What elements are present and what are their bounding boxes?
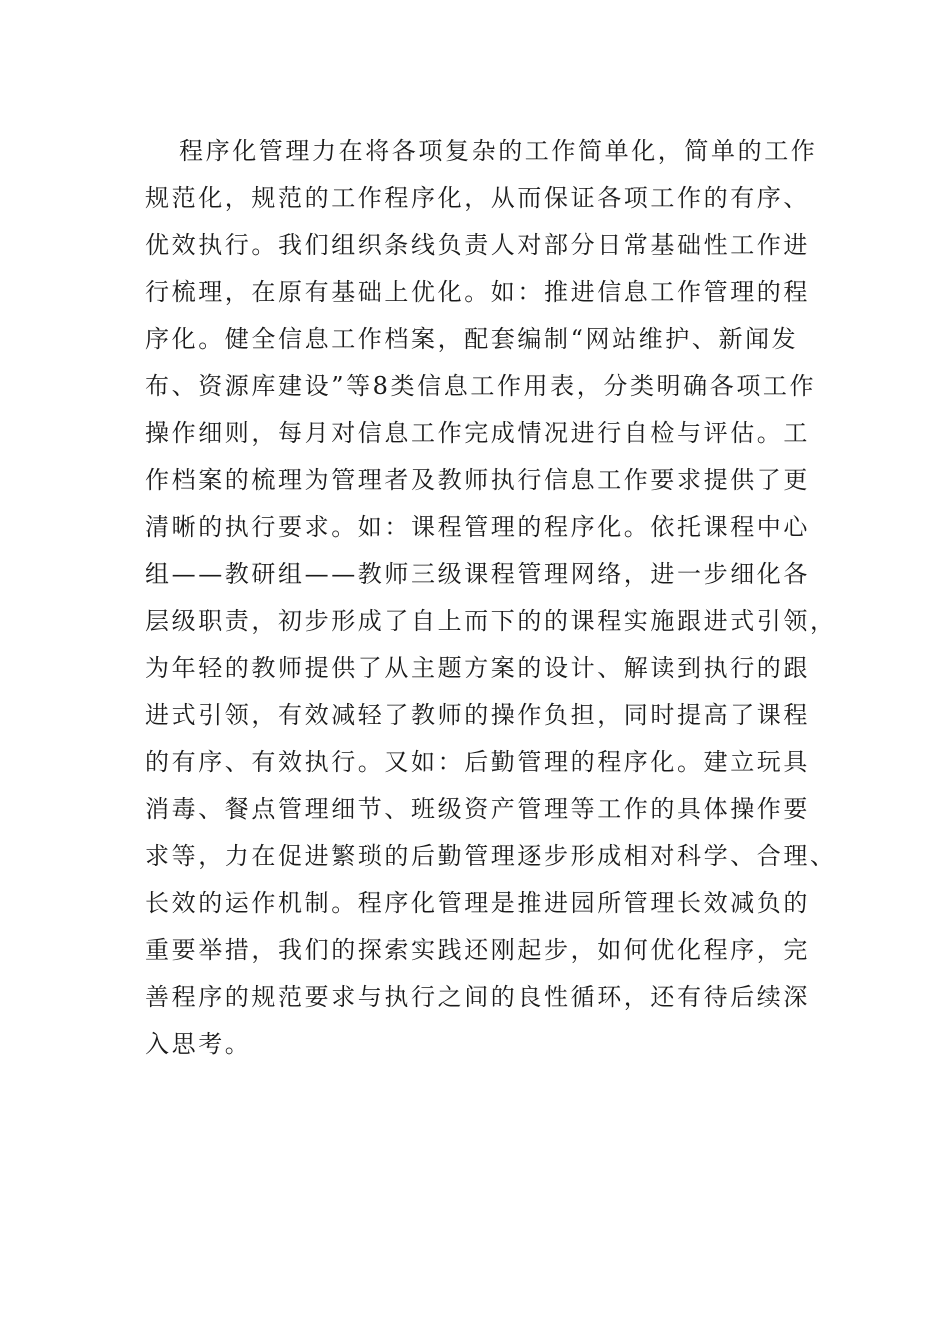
paragraph-line: 为年轻的教师提供了从主题方案的设计、解读到执行的跟 [145, 654, 810, 682]
paragraph-line: 程序化管理力在将各项复杂的工作简单化，简单的工作 [179, 137, 818, 165]
paragraph-line: 入思考。 [145, 1030, 252, 1058]
paragraph-line: 操作细则，每月对信息工作完成情况进行自检与评估。工 [145, 419, 810, 447]
paragraph-line: 优效执行。我们组织条线负责人对部分日常基础性工作进 [145, 231, 810, 259]
paragraph-line: 行梳理，在原有基础上优化。如：推进信息工作管理的程 [145, 278, 810, 306]
paragraph-line: 布、资源库建设”等8类信息工作用表，分类明确各项工作 [145, 372, 817, 400]
paragraph-line: 规范化，规范的工作程序化，从而保证各项工作的有序、 [145, 184, 810, 212]
paragraph-line: 组——教研组——教师三级课程管理网络，进一步细化各 [145, 560, 810, 588]
paragraph-line: 清晰的执行要求。如：课程管理的程序化。依托课程中心 [145, 513, 810, 541]
body-paragraph [145, 128, 837, 1068]
paragraph-line: 重要举措，我们的探索实践还刚起步，如何优化程序，完 [145, 936, 810, 964]
paragraph-line: 消毒、餐点管理细节、班级资产管理等工作的具体操作要 [145, 795, 810, 823]
paragraph-line: 进式引领，有效减轻了教师的操作负担，同时提高了课程 [145, 701, 810, 729]
paragraph-line: 序化。健全信息工作档案，配套编制“网站维护、新闻发 [145, 325, 799, 353]
paragraph-line: 善程序的规范要求与执行之间的良性循环，还有待后续深 [145, 983, 810, 1011]
paragraph-line: 层级职责，初步形成了自上而下的的课程实施跟进式引领， [145, 607, 837, 635]
paragraph-line: 作档案的梳理为管理者及教师执行信息工作要求提供了更 [145, 466, 810, 494]
paragraph-line: 求等，力在促进繁琐的后勤管理逐步形成相对科学、合理、 [145, 842, 837, 870]
paragraph-line: 的有序、有效执行。又如：后勤管理的程序化。建立玩具 [145, 748, 810, 776]
paragraph-line: 长效的运作机制。程序化管理是推进园所管理长效减负的 [145, 889, 810, 917]
